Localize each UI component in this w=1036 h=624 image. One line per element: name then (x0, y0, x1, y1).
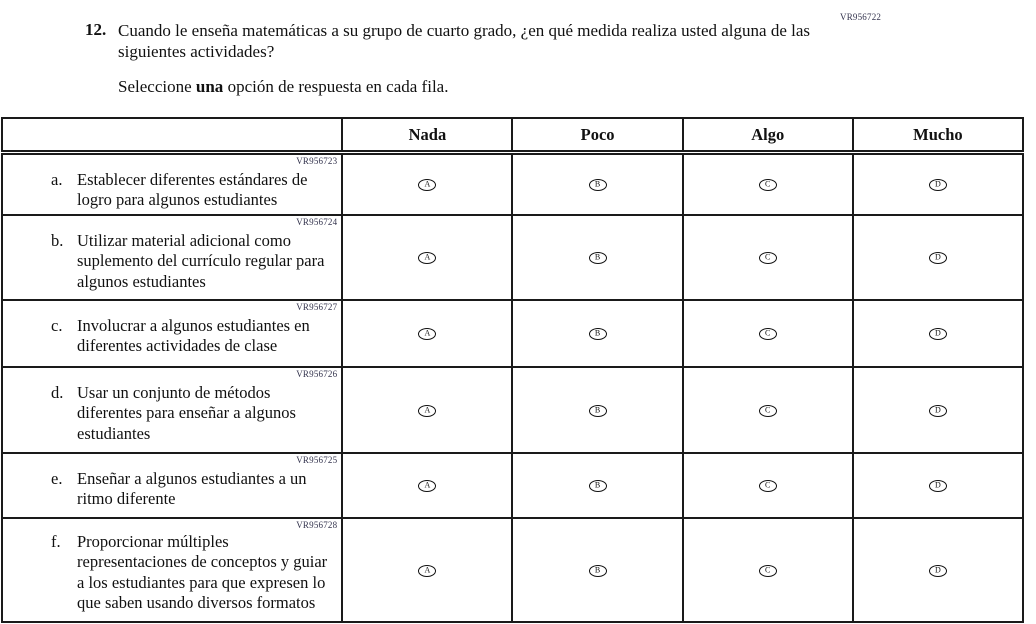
answer-bubble-e-algo[interactable]: C (759, 480, 777, 492)
option-cell-a-nada (342, 153, 512, 216)
header-row (2, 118, 1023, 153)
item-statement (3, 454, 341, 513)
question-vr-code: VR956722 (840, 12, 882, 22)
option-cell-a-algo (683, 153, 853, 216)
option-cell-f-mucho (853, 518, 1023, 622)
row-vr-code: VR956727 (296, 302, 338, 313)
option-cell-b-nada (342, 215, 512, 300)
answer-bubble-a-algo[interactable]: C (759, 179, 777, 191)
answer-bubble-d-algo[interactable]: C (759, 405, 777, 417)
option-cell-a-poco (512, 153, 682, 216)
item-column-header (2, 118, 342, 153)
answer-bubble-a-poco[interactable]: B (589, 179, 607, 191)
item-letter: c. (51, 316, 63, 336)
answer-bubble-a-mucho[interactable]: D (929, 179, 947, 191)
answer-bubble-c-poco[interactable]: B (589, 328, 607, 340)
item-statement (3, 216, 341, 295)
column-header-mucho: Mucho (853, 118, 1023, 153)
option-cell-c-nada (342, 300, 512, 367)
table-row-b (2, 215, 1023, 300)
answer-bubble-c-algo[interactable]: C (759, 328, 777, 340)
answer-bubble-b-algo[interactable]: C (759, 252, 777, 264)
answer-bubble-b-nada[interactable]: A (418, 252, 436, 264)
item-statement (3, 368, 341, 447)
column-header-algo: Algo (683, 118, 853, 153)
table-row-e (2, 453, 1023, 518)
item-statement (3, 301, 341, 360)
question-instruction (118, 77, 823, 97)
table-row-d (2, 367, 1023, 453)
option-cell-e-nada (342, 453, 512, 518)
item-text: Involucrar a algunos estudiantes en diferentes actividades de clase (77, 316, 310, 356)
item-text: Enseñar a algunos estudiantes a un ritmo diferente (77, 469, 307, 509)
item-letter: e. (51, 469, 63, 489)
item-cell-a (2, 153, 342, 216)
response-matrix-table (1, 117, 1024, 623)
instruction-prefix: Seleccione (118, 76, 196, 96)
row-vr-code: VR956728 (296, 520, 338, 531)
row-vr-code: VR956725 (296, 455, 338, 466)
item-text: Proporcionar múltiples representaciones de conceptos y guiar a los estudiantes para que expresen lo que saben usando diversos formatos (77, 532, 328, 612)
item-cell-b (2, 215, 342, 300)
question-block (85, 20, 823, 97)
option-cell-e-algo (683, 453, 853, 518)
answer-bubble-d-poco[interactable]: B (589, 405, 607, 417)
option-cell-e-poco (512, 453, 682, 518)
item-text: Establecer diferentes estándares de logro para algunos estudiantes (77, 170, 308, 210)
item-cell-e (2, 453, 342, 518)
option-cell-c-algo (683, 300, 853, 367)
answer-bubble-f-mucho[interactable]: D (929, 565, 947, 577)
row-vr-code: VR956724 (296, 217, 338, 228)
question-number: 12. (85, 20, 107, 39)
option-cell-b-poco (512, 215, 682, 300)
item-cell-d (2, 367, 342, 453)
answer-bubble-b-mucho[interactable]: D (929, 252, 947, 264)
table-row-f (2, 518, 1023, 622)
answer-bubble-c-nada[interactable]: A (418, 328, 436, 340)
item-statement (3, 519, 341, 617)
instruction-bold-word: una (195, 76, 224, 96)
item-letter: f. (51, 532, 61, 552)
item-cell-f (2, 518, 342, 622)
option-cell-b-mucho (853, 215, 1023, 300)
answer-bubble-d-nada[interactable]: A (418, 405, 436, 417)
answer-bubble-c-mucho[interactable]: D (929, 328, 947, 340)
item-text: Utilizar material adicional como suplemento del currículo regular para algunos estudiantes (77, 231, 325, 291)
answer-bubble-d-mucho[interactable]: D (929, 405, 947, 417)
option-cell-d-poco (512, 367, 682, 453)
option-cell-b-algo (683, 215, 853, 300)
item-letter: d. (51, 383, 64, 403)
table-row-c (2, 300, 1023, 367)
option-cell-d-nada (342, 367, 512, 453)
option-cell-e-mucho (853, 453, 1023, 518)
option-cell-c-mucho (853, 300, 1023, 367)
column-header-nada: Nada (342, 118, 512, 153)
option-cell-f-nada (342, 518, 512, 622)
item-letter: a. (51, 170, 63, 189)
answer-bubble-f-algo[interactable]: C (759, 565, 777, 577)
option-cell-a-mucho (853, 153, 1023, 216)
answer-bubble-b-poco[interactable]: B (589, 252, 607, 264)
option-cell-d-algo (683, 367, 853, 453)
question-text: Cuando le enseña matemáticas a su grupo de cuarto grado, ¿en qué medida realiza usted alguna de las siguientes actividades? (118, 21, 811, 62)
answer-bubble-f-nada[interactable]: A (418, 565, 436, 577)
question-body (118, 20, 823, 97)
answer-bubble-f-poco[interactable]: B (589, 565, 607, 577)
option-cell-f-poco (512, 518, 682, 622)
item-text: Usar un conjunto de métodos diferentes para enseñar a algunos estudiantes (77, 383, 296, 443)
column-header-poco: Poco (512, 118, 682, 153)
item-statement (3, 155, 341, 214)
answer-bubble-e-mucho[interactable]: D (929, 480, 947, 492)
option-cell-f-algo (683, 518, 853, 622)
answer-bubble-e-nada[interactable]: A (418, 480, 436, 492)
item-cell-c (2, 300, 342, 367)
instruction-suffix: opción de respuesta en cada fila. (223, 76, 449, 96)
table-row-a (2, 153, 1023, 216)
answer-bubble-a-nada[interactable]: A (418, 179, 436, 191)
item-letter: b. (51, 231, 64, 251)
row-vr-code: VR956726 (296, 369, 338, 380)
row-vr-code: VR956723 (296, 156, 338, 166)
answer-bubble-e-poco[interactable]: B (589, 480, 607, 492)
option-cell-c-poco (512, 300, 682, 367)
option-cell-d-mucho (853, 367, 1023, 453)
